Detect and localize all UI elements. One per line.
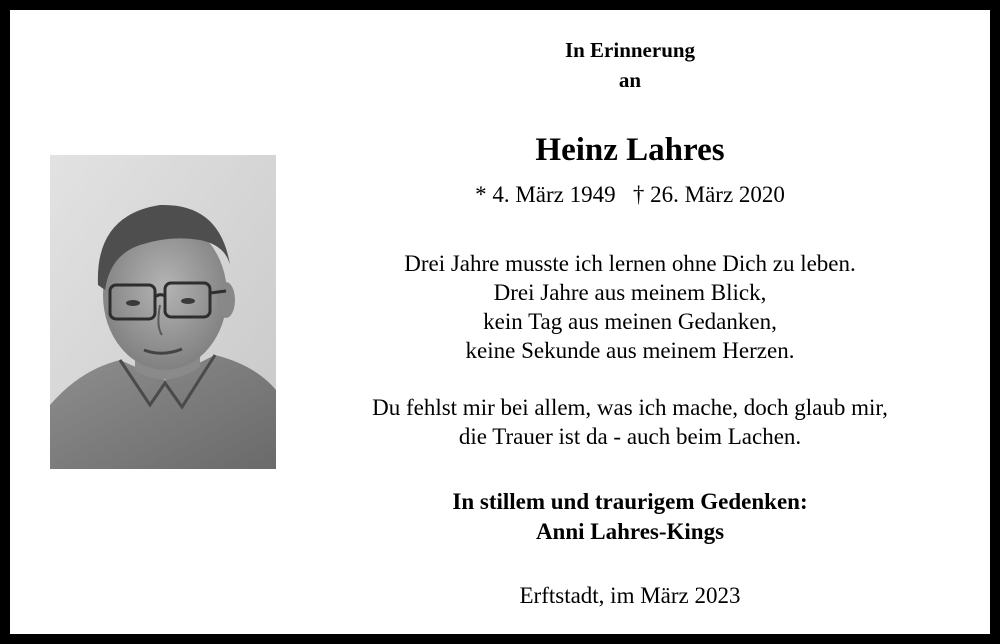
verse-line: Drei Jahre aus meinem Blick,: [493, 280, 767, 305]
verse-line: die Trauer ist da - auch beim Lachen.: [458, 424, 802, 449]
verse-line: keine Sekunde aus meinem Herzen.: [465, 338, 795, 363]
heading-to: an: [618, 68, 642, 92]
mourner-name: Anni Lahres-Kings: [535, 519, 725, 544]
verse-line: Drei Jahre musste ich lernen ohne Dich zu leben.: [404, 251, 856, 276]
place-date: Erftstadt, im März 2023: [519, 583, 741, 608]
life-dates: * 4. März 1949 † 26. März 2020: [475, 182, 785, 207]
closing-line: In stillem und traurigem Gedenken:: [452, 489, 808, 514]
verse-line: kein Tag aus meinen Gedanken,: [483, 309, 777, 334]
verse-line: Du fehlst mir bei allem, was ich mache, doch glaub mir,: [372, 395, 888, 420]
deceased-name: Heinz Lahres: [535, 132, 725, 168]
heading-in-memory: In Erinnerung: [564, 38, 696, 62]
portrait-photo: [50, 155, 276, 469]
